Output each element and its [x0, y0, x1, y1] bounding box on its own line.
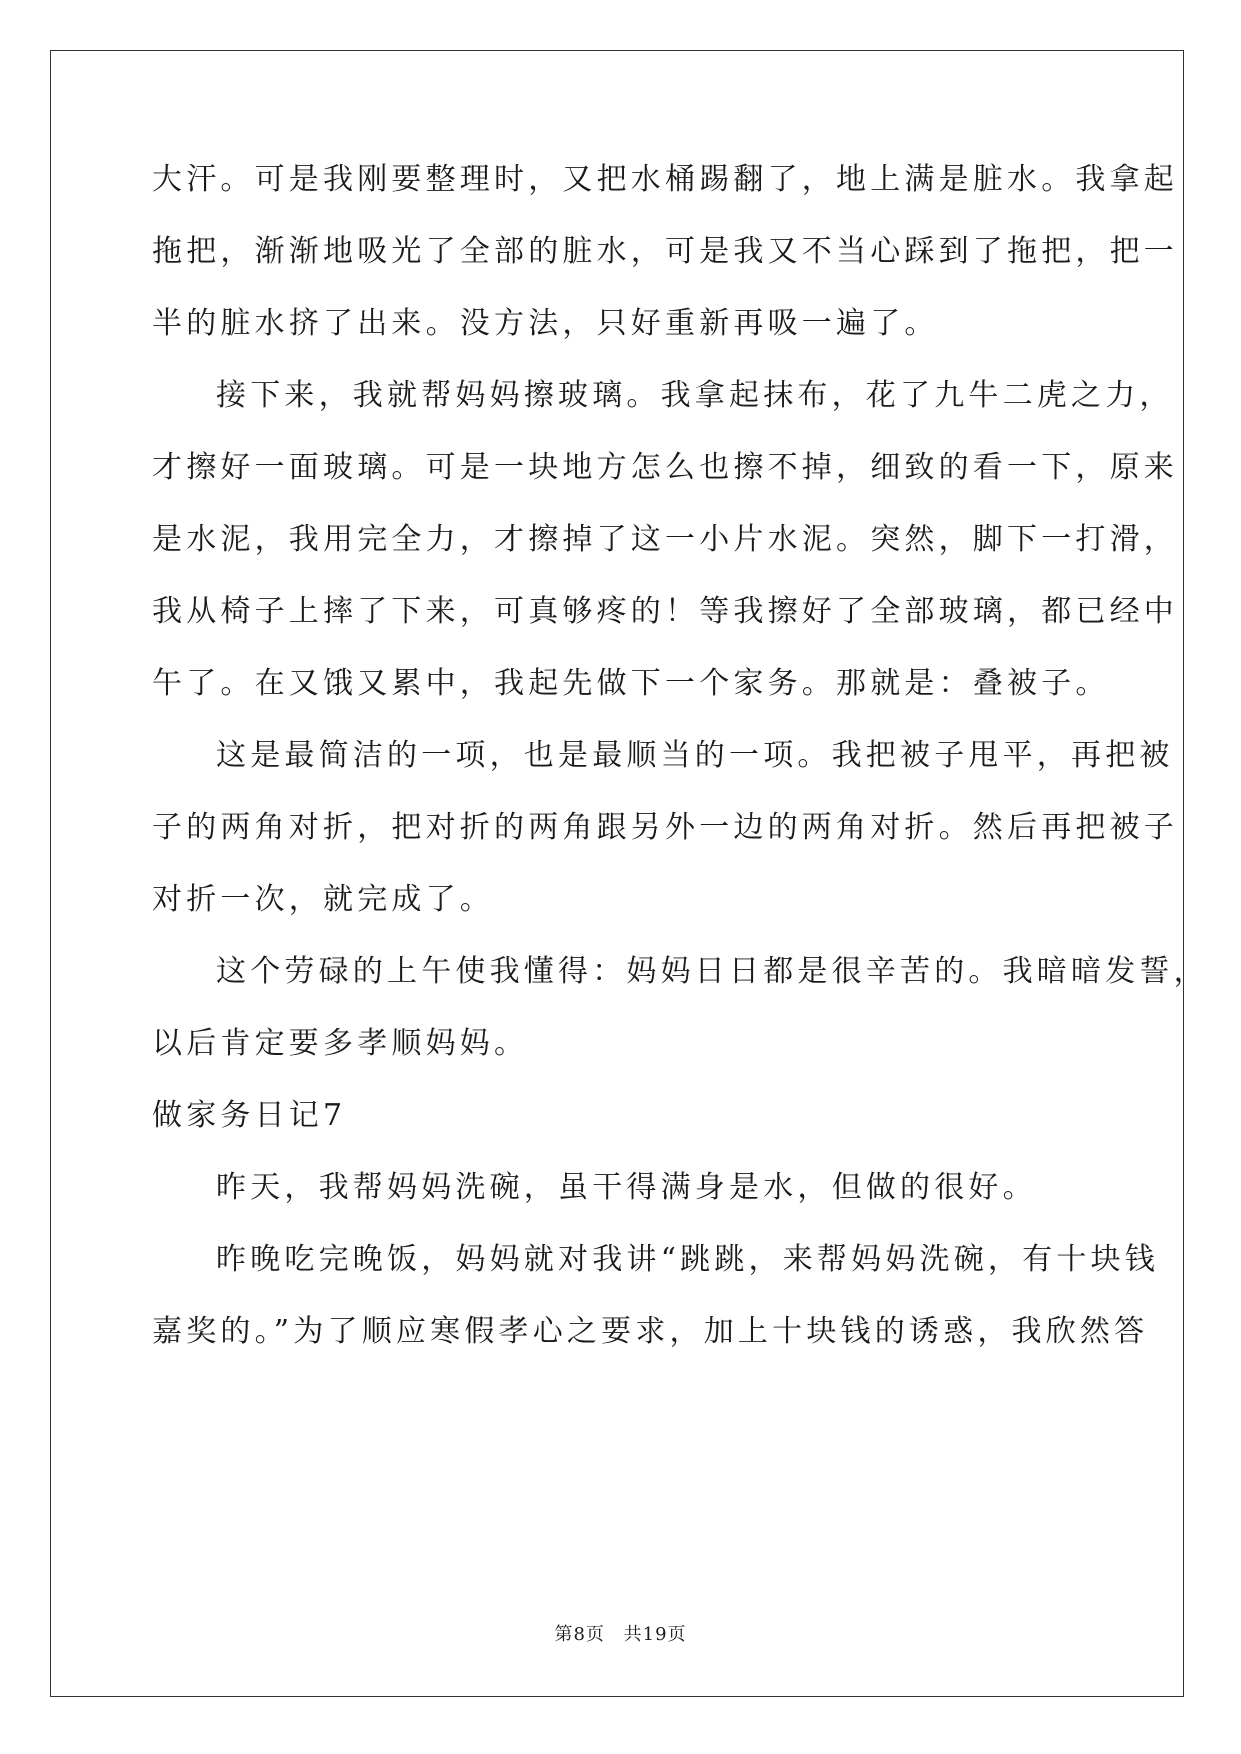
page-border	[50, 50, 1184, 1697]
text-line: 以后肯定要多孝顺妈妈。	[152, 1026, 529, 1061]
text-line: 是水泥，我用完全力，才擦掉了这一小片水泥。突然，脚下一打滑，	[152, 522, 1178, 557]
paragraph-start-line: 昨天，我帮妈妈洗碗，虽干得满身是水，但做的很好。	[216, 1170, 1037, 1205]
page-total: 共19页	[623, 1624, 687, 1645]
text-line: 午了。在又饿又累中，我起先做下一个家务。那就是：叠被子。	[152, 666, 1110, 701]
text-line: 我从椅子上摔了下来，可真够疼的！等我擦好了全部玻璃，都已经中	[152, 594, 1178, 629]
text-line: 半的脏水挤了出来。没方法，只好重新再吸一遍了。	[152, 306, 939, 341]
paragraph-start-line: 接下来，我就帮妈妈擦玻璃。我拿起抹布，花了九牛二虎之力，	[216, 378, 1174, 413]
text-line: 对折一次，就完成了。	[152, 882, 494, 917]
paragraph-start-line: 这个劳碌的上午使我懂得：妈妈日日都是很辛苦的。我暗暗发誓，	[216, 954, 1208, 989]
text-line: 嘉奖的。”为了顺应寒假孝心之要求，加上十块钱的诱惑，我欣然答	[152, 1314, 1149, 1349]
paragraph-start-line: 这是最简洁的一项，也是最顺当的一项。我把被子甩平，再把被	[216, 738, 1174, 773]
text-line: 才擦好一面玻璃。可是一块地方怎么也擦不掉，细致的看一下，原来	[152, 450, 1178, 485]
section-heading: 做家务日记7	[152, 1098, 347, 1133]
page-number: 第8页	[554, 1624, 605, 1645]
text-line: 拖把，渐渐地吸光了全部的脏水，可是我又不当心踩到了拖把，把一	[152, 234, 1178, 269]
text-line: 大汗。可是我刚要整理时，又把水桶踢翻了，地上满是脏水。我拿起	[152, 162, 1178, 197]
page-footer	[0, 1620, 1241, 1646]
text-line: 子的两角对折，把对折的两角跟另外一边的两角对折。然后再把被子	[152, 810, 1178, 845]
paragraph-start-line: 昨晚吃完晚饭，妈妈就对我讲“跳跳，来帮妈妈洗碗，有十块钱	[216, 1242, 1159, 1277]
